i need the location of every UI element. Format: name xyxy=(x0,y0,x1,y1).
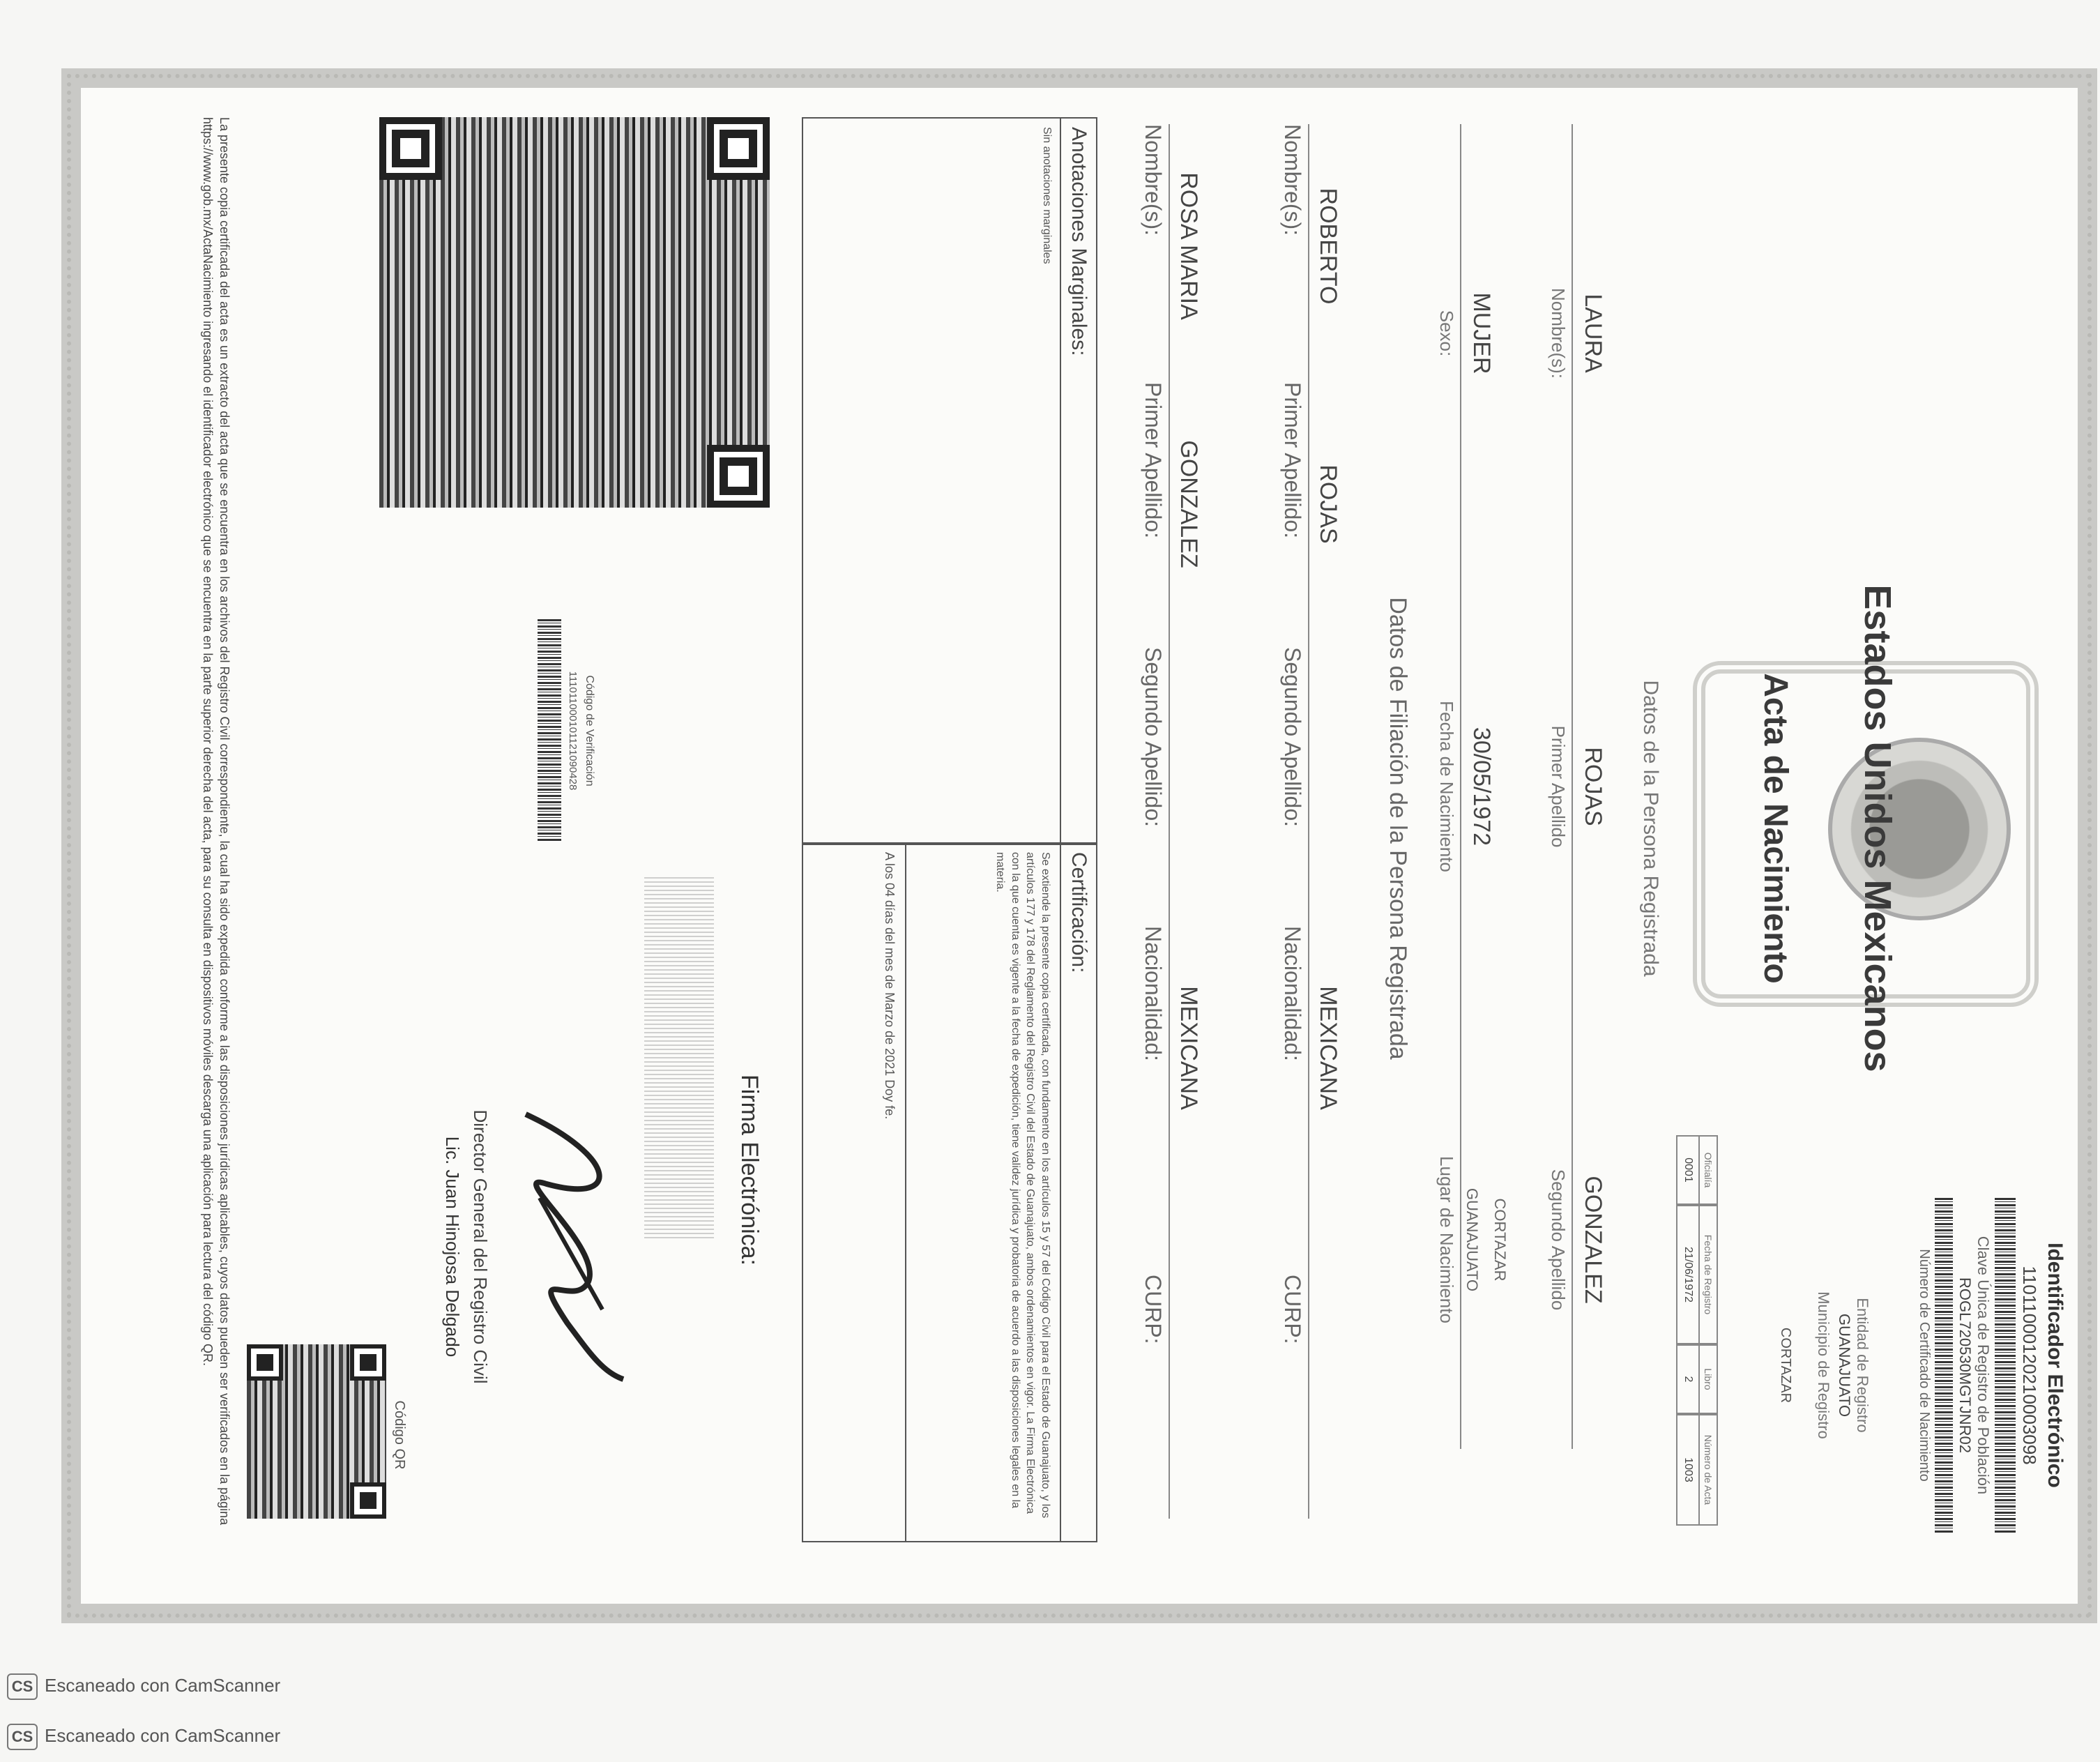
camscanner-logo-icon: CS xyxy=(7,1724,38,1750)
signature-hash-lines xyxy=(644,877,714,1240)
curp-value: ROGL720530MGTJNR02 xyxy=(1956,1277,1974,1453)
registry-entity-value: GUANAJUATO xyxy=(1836,1313,1853,1418)
qr-finder-icon xyxy=(379,117,442,180)
identifier-block xyxy=(1916,1177,2067,1554)
father-curp-label: CURP: xyxy=(1280,1275,1305,1344)
person-birth-date-label: Fecha de Nacimiento xyxy=(1436,701,1457,872)
father-second-surname-label: Segundo Apellido: xyxy=(1280,647,1305,827)
curp-label: Clave Única de Registro de Población xyxy=(1975,1236,1992,1495)
registry-th-libro: Libro xyxy=(1703,1368,1714,1390)
mother-name: ROSA MARIA xyxy=(1175,172,1202,320)
certification-title: Certificación: xyxy=(1060,844,1096,1541)
cert-number-label: Número de Certificado de Nacimiento xyxy=(1917,1249,1932,1482)
person-birth-place-city: CORTAZAR xyxy=(1491,1198,1509,1282)
father-first-surname: ROJAS xyxy=(1315,464,1341,544)
person-birth-place-label: Lugar de Nacimiento xyxy=(1436,1156,1457,1323)
person-sex: MUJER xyxy=(1468,292,1495,374)
registry-th-fecha: Fecha de Registro xyxy=(1703,1234,1714,1315)
registry-th-acta: Número de Acta xyxy=(1703,1434,1714,1505)
scanner-footer-1 xyxy=(7,1673,280,1700)
qr-finder-icon xyxy=(350,1482,386,1519)
father-name: ROBERTO xyxy=(1315,188,1341,305)
verification-value: 111011000101121090428 xyxy=(567,671,579,791)
person-birth-place-state: GUANAJUATO xyxy=(1463,1187,1481,1292)
father-row xyxy=(1279,89,1341,1567)
mother-row xyxy=(1139,89,1202,1567)
registry-municipality-value: CORTAZAR xyxy=(1778,1327,1793,1404)
legal-note: La presente copia certificada del acta es un extracto del acta que se encuentra en los archivos del Registro Civil correspondiente, la cual ha sido expedida conforme a las disposiciones jurídicas aplicables, cuyos datos pueden ser verificados en la página https://www.gob.mx/ActaNacimiento ingresando el identificador electrónico que se encuentra en la parte superior derecha del acta, para su consulta en dispositivos móviles descarga una aplicación para lectura del código QR. xyxy=(200,117,231,1526)
scanner-footer-text: Escaneado con CamScanner xyxy=(45,1674,281,1696)
registry-entity-label: Entidad de Registro xyxy=(1854,1298,1871,1433)
certification-box xyxy=(802,842,1097,1542)
mother-second-surname-label: Segundo Apellido: xyxy=(1141,647,1166,827)
qr-finder-icon xyxy=(707,117,770,180)
registry-td-oficialia: 0001 xyxy=(1677,1137,1700,1203)
mother-first-surname: GONZALEZ xyxy=(1175,440,1202,568)
qr-finder-icon xyxy=(247,1344,283,1381)
mother-first-surname-label: Primer Apellido: xyxy=(1141,382,1166,539)
filiation-section-title: Datos de Filiación de la Persona Registrada xyxy=(1385,597,1411,1060)
verification-barcode xyxy=(538,619,561,842)
registry-block xyxy=(1777,1177,1871,1554)
qr-finder-icon xyxy=(350,1344,386,1381)
signature-title: Firma Electrónica: xyxy=(736,1074,763,1266)
qr-code-small[interactable] xyxy=(247,1344,386,1519)
annotations-title: Anotaciones Marginales: xyxy=(1060,119,1096,844)
mother-nationality-label: Nacionalidad: xyxy=(1141,926,1166,1061)
qr-finder-icon xyxy=(707,445,770,508)
registry-td-libro: 2 xyxy=(1677,1346,1700,1413)
identifier-value: 11011000120210003098 xyxy=(2019,1266,2040,1465)
mother-nationality: MEXICANA xyxy=(1175,986,1202,1110)
father-name-label: Nombre(s): xyxy=(1280,124,1305,236)
signer-title: Director General del Registro Civil xyxy=(470,1109,491,1384)
person-first-surname-label: Primer Apellido xyxy=(1548,725,1569,848)
mother-name-label: Nombre(s): xyxy=(1141,124,1166,236)
country-title: Estados Unidos Mexicanos xyxy=(1857,584,1899,1072)
qr-label: Código QR xyxy=(392,1400,407,1470)
scanner-footer-2 xyxy=(7,1724,280,1750)
registry-municipality-label: Municipio de Registro xyxy=(1815,1291,1832,1439)
certification-body: Se extiende la presente copia certificada, con fundamento en los artículos 15 y 57 del Código Civil para el Estado de Guanajuato, y los artículos 177 y 178 del Reglamento del Registro Civil del Estado de Guanajuato, ambos ordenamientos en vigor. La Firma Electrónica con la que cuenta es vigente a la fecha de expedición, tiene validez jurídica y probatoria de acuerdo a las disposiciones legales en la materia. xyxy=(905,844,1060,1541)
curp-barcode xyxy=(1935,1198,1953,1533)
handwritten-signature-icon xyxy=(505,1100,644,1393)
person-birth-date: 30/05/1972 xyxy=(1468,727,1495,846)
registry-td-acta: 1003 xyxy=(1677,1415,1700,1524)
registry-th-oficialia: Oficialía xyxy=(1703,1152,1714,1188)
person-second-surname: GONZALEZ xyxy=(1580,1176,1606,1304)
verification-block xyxy=(538,619,595,842)
person-section-title: Datos de la Persona Registrada xyxy=(1639,680,1662,977)
person-name: LAURA xyxy=(1580,294,1606,373)
father-nationality-label: Nacionalidad: xyxy=(1280,926,1305,1061)
annotations-box xyxy=(802,117,1097,845)
qr-code-large[interactable] xyxy=(379,117,770,508)
birth-certificate xyxy=(100,89,2080,1567)
person-name-label: Nombre(s): xyxy=(1548,287,1569,379)
person-sex-label: Sexo: xyxy=(1436,310,1457,357)
signer-name: Lic. Juan Hinojosa Delgado xyxy=(442,1136,463,1358)
document-title: Acta de Nacimiento xyxy=(1757,673,1794,984)
registry-table xyxy=(1676,1135,1718,1554)
father-first-surname-label: Primer Apellido: xyxy=(1280,382,1305,539)
identifier-barcode xyxy=(1995,1198,2016,1533)
verification-label: Código de Verificación xyxy=(584,675,595,787)
person-second-surname-label: Segundo Apellido xyxy=(1548,1169,1569,1311)
annotations-body: Sin anotaciones marginales xyxy=(1041,127,1053,264)
mother-curp-label: CURP: xyxy=(1141,1275,1166,1344)
father-nationality: MEXICANA xyxy=(1315,986,1341,1110)
certification-date: A los 04 días del mes de Marzo de 2021 Doy fe. xyxy=(883,852,897,1120)
scanner-footer-text: Escaneado con CamScanner xyxy=(45,1724,281,1746)
person-first-surname: ROJAS xyxy=(1580,747,1606,826)
camscanner-logo-icon: CS xyxy=(7,1673,38,1700)
registry-td-fecha: 21/06/1972 xyxy=(1677,1206,1700,1343)
identifier-label: Identificador Electrónico xyxy=(2044,1243,2067,1488)
